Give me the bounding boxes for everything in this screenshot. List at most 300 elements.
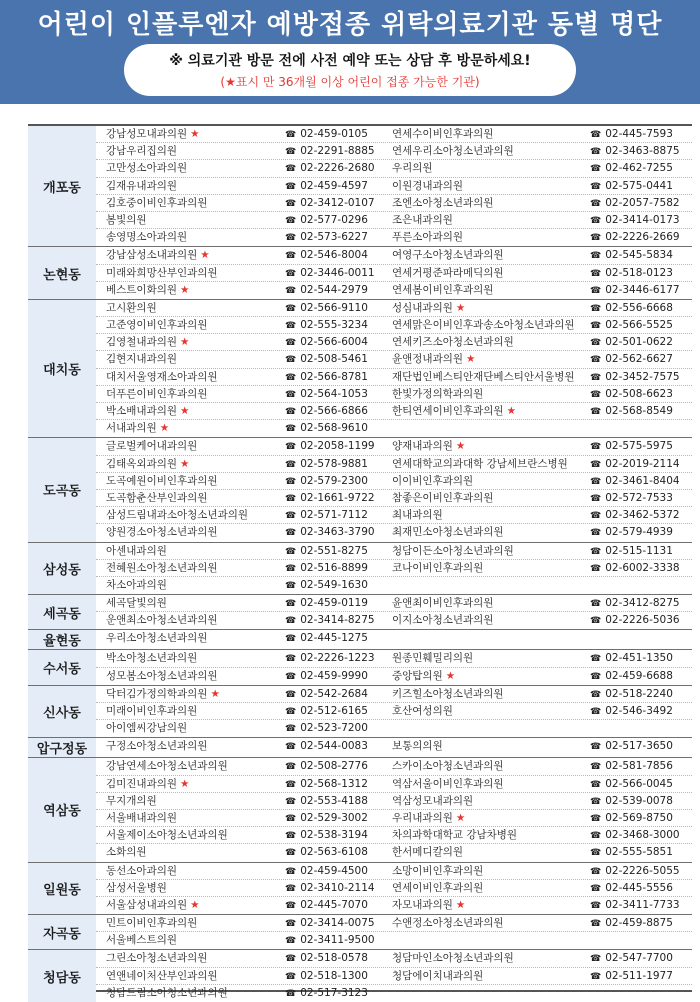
district-name: 신사동: [28, 686, 96, 738]
clinic-name-cell: [390, 650, 582, 666]
clinic-name: 도곡함춘산부인과의원: [106, 491, 208, 504]
phone-cell: [285, 403, 390, 419]
phone-icon: ☎: [285, 848, 297, 859]
clinic-name: 최내과의원: [392, 509, 443, 522]
phone-cell: [285, 650, 390, 666]
page-title: 어린이 인플루엔자 예방접종 위탁의료기관 동별 명단: [37, 10, 663, 40]
phone-cell: [582, 577, 692, 594]
phone-cell: [285, 612, 390, 629]
clinic-name-cell: [96, 880, 285, 896]
phone-number: 02-568-8549: [605, 405, 673, 417]
phone-number: 02-459-4500: [300, 864, 368, 877]
phone-icon: ☎: [285, 599, 297, 610]
clinic-name: 역삼서울이비인후과의원: [392, 777, 504, 790]
phone-number: 02-512-6165: [300, 705, 368, 717]
clinic-name: 민트이비인후과의원: [106, 917, 198, 930]
clinic-name: 조엔소아청소년과의원: [392, 196, 494, 209]
district-name: 자곡동: [28, 915, 96, 949]
phone-cell: [285, 668, 390, 685]
table-row: [96, 650, 692, 667]
phone-cell: [285, 827, 390, 843]
phone-icon: ☎: [285, 919, 297, 930]
phone-cell: [285, 897, 390, 914]
table-row: [96, 950, 692, 967]
phone-icon: ☎: [590, 779, 602, 790]
phone-cell: [582, 793, 692, 809]
star-icon: ★: [506, 405, 516, 417]
clinic-name: 고시환의원: [106, 301, 157, 314]
clinic-rows: [96, 738, 692, 757]
phone-number: 02-3462-5372: [605, 509, 680, 522]
clinic-name-cell: [390, 386, 582, 402]
phone-cell: [285, 844, 390, 861]
phone-number: 02-545-5834: [605, 249, 673, 262]
phone-cell: [582, 686, 692, 702]
clinic-name: 청담에이치내과의원: [392, 969, 484, 982]
clinic-name-cell: [96, 668, 285, 685]
clinic-name-cell: [96, 282, 285, 299]
table-row: [96, 827, 692, 844]
clinic-name: 보통의의원: [392, 740, 443, 753]
table-row: [96, 334, 692, 351]
star-icon: ★: [455, 440, 466, 453]
phone-number: 02-518-0123: [605, 266, 673, 279]
phone-cell: [582, 403, 692, 419]
clinic-name: 연세키즈소아청소년과의원: [392, 336, 514, 349]
clinic-name: 코나이비인후과의원: [392, 561, 484, 574]
table-row: [96, 793, 692, 810]
phone-icon: ☎: [285, 563, 297, 574]
phone-cell: [582, 880, 692, 896]
table-row: [96, 369, 692, 386]
phone-cell: [582, 720, 692, 737]
phone-icon: ☎: [285, 762, 297, 773]
clinic-name: 연세이비인후과의원: [392, 881, 484, 894]
clinic-name: 박소아청소년과의원: [106, 652, 198, 665]
table-row: [96, 178, 692, 195]
phone-icon: ☎: [285, 689, 297, 700]
table-row: [96, 985, 692, 1002]
clinic-name: 성심내과의원: [392, 301, 453, 314]
clinic-name-cell: [96, 300, 285, 316]
phone-number: 02-539-0078: [605, 794, 673, 807]
clinic-name-cell: [96, 915, 285, 931]
phone-cell: [285, 490, 390, 506]
clinic-name-cell: [96, 334, 285, 350]
table-row: [96, 265, 692, 282]
phone-number: 02-511-1977: [605, 969, 673, 982]
table-row: [96, 126, 692, 143]
clinic-name-cell: [390, 212, 582, 228]
phone-number: 02-501-0622: [605, 336, 673, 349]
phone-icon: ☎: [285, 671, 297, 682]
phone-number: 02-459-0105: [300, 128, 368, 140]
clinic-name-cell: [390, 195, 582, 211]
clinic-name: 우리의원: [392, 162, 433, 175]
phone-number: 02-2291-8885: [300, 145, 375, 158]
phone-number: 02-566-9110: [300, 301, 368, 314]
phone-number: 02-3410-2114: [300, 881, 375, 894]
phone-number: 02-459-6688: [605, 669, 673, 682]
phone-icon: ☎: [590, 493, 602, 504]
phone-cell: [582, 985, 692, 1002]
clinic-name-cell: [390, 229, 582, 246]
star-icon: ★: [180, 283, 190, 296]
phone-cell: [285, 915, 390, 931]
phone-icon: ☎: [285, 724, 297, 735]
phone-icon: ☎: [285, 164, 297, 175]
phone-icon: ☎: [285, 634, 297, 645]
phone-icon: ☎: [285, 268, 297, 279]
phone-cell: [285, 282, 390, 299]
district-group: [28, 950, 692, 1002]
table-row: [96, 880, 692, 897]
table-row: [96, 212, 692, 229]
clinic-name-cell: [390, 758, 582, 774]
phone-cell: [582, 300, 692, 316]
table-row: [96, 776, 692, 793]
star-icon: ★: [180, 457, 190, 470]
phone-cell: [582, 863, 692, 879]
clinic-name-cell: [390, 334, 582, 350]
phone-number: 02-578-9881: [300, 457, 368, 470]
clinic-rows: [96, 950, 692, 1002]
clinic-name-cell: [390, 577, 582, 594]
clinic-name-cell: [390, 369, 582, 385]
clinic-name-cell: [96, 758, 285, 774]
phone-cell: [582, 490, 692, 506]
phone-icon: ☎: [590, 616, 602, 627]
clinic-name-cell: [96, 126, 285, 142]
clinic-name-cell: [390, 351, 582, 367]
clinic-name-cell: [96, 473, 285, 489]
phone-cell: [285, 351, 390, 367]
table-row: [96, 968, 692, 985]
phone-cell: [285, 793, 390, 809]
phone-number: 02-508-2776: [300, 760, 368, 773]
notice-box: [124, 44, 576, 96]
phone-cell: [582, 195, 692, 211]
clinic-name-cell: [96, 720, 285, 737]
clinic-rows: [96, 758, 692, 861]
clinic-name: 강남연세소아청소년과의원: [106, 760, 228, 773]
phone-icon: ☎: [590, 147, 602, 158]
phone-icon: ☎: [285, 511, 297, 522]
clinic-name-cell: [96, 420, 285, 437]
notice-main-text: ※ 의료기관 방문 전에 사전 예약 또는 상담 후 방문하세요!: [169, 53, 531, 69]
phone-cell: [285, 369, 390, 385]
clinic-name-cell: [390, 932, 582, 949]
phone-number: 02-508-5461: [300, 353, 368, 366]
phone-cell: [582, 758, 692, 774]
clinic-name-cell: [96, 178, 285, 194]
phone-icon: ☎: [590, 459, 602, 470]
phone-number: 02-2226-1223: [300, 652, 375, 665]
phone-icon: ☎: [590, 215, 602, 226]
phone-cell: [285, 420, 390, 437]
clinic-name: 성모봄소아청소년과의원: [106, 669, 218, 682]
clinic-rows: [96, 650, 692, 684]
clinic-name: 한빛가정의학과의원: [392, 387, 484, 400]
phone-number: 02-538-3194: [300, 829, 368, 842]
phone-icon: ☎: [285, 954, 297, 965]
phone-icon: ☎: [590, 233, 602, 244]
phone-cell: [285, 334, 390, 350]
clinic-name-cell: [390, 317, 582, 333]
clinic-name-cell: [390, 265, 582, 281]
phone-number: 02-571-7112: [300, 509, 368, 522]
clinic-name-cell: [390, 282, 582, 299]
clinic-name: 삼성서울병원: [106, 881, 167, 894]
phone-cell: [285, 247, 390, 263]
table-row: [96, 758, 692, 775]
phone-cell: [582, 738, 692, 755]
table-row: [96, 300, 692, 317]
phone-icon: ☎: [285, 459, 297, 470]
phone-number: 02-517-3123: [300, 986, 368, 999]
table-row: [96, 720, 692, 737]
clinic-name-cell: [96, 810, 285, 826]
clinic-name: 재단법인베스티안재단베스티안서울병원: [392, 370, 575, 383]
phone-cell: [582, 265, 692, 281]
phone-number: 02-546-3492: [605, 705, 673, 717]
clinic-name: 미래와희망산부인과의원: [106, 266, 218, 279]
table-row: [96, 386, 692, 403]
clinic-name-cell: [96, 456, 285, 472]
phone-number: 02-581-7856: [605, 760, 673, 773]
clinic-name-cell: [390, 143, 582, 159]
clinic-name: 김호중이비인후과의원: [106, 196, 208, 209]
phone-cell: [285, 126, 390, 142]
phone-icon: ☎: [285, 476, 297, 487]
clinic-name-cell: [96, 351, 285, 367]
phone-number: 02-566-0045: [605, 777, 673, 790]
clinic-name-cell: [96, 507, 285, 523]
clinic-name: 서울배내과의원: [106, 811, 178, 824]
star-icon: ★: [445, 669, 456, 682]
district-group: [28, 758, 692, 862]
district-name: 율현동: [28, 630, 96, 649]
clinic-name-cell: [96, 212, 285, 228]
table-row: [96, 915, 692, 932]
phone-icon: ☎: [285, 580, 297, 591]
phone-number: 02-566-6866: [300, 405, 368, 417]
phone-cell: [582, 776, 692, 792]
district-name: 세곡동: [28, 595, 96, 629]
clinic-name-cell: [390, 738, 582, 755]
phone-number: 02-569-8750: [605, 811, 673, 824]
phone-icon: ☎: [285, 130, 297, 140]
phone-icon: ☎: [590, 742, 602, 753]
phone-icon: ☎: [590, 707, 602, 717]
phone-cell: [582, 126, 692, 142]
phone-cell: [285, 543, 390, 559]
clinic-name: 서울제이소아청소년과의원: [106, 829, 228, 842]
district-group: [28, 650, 692, 685]
phone-cell: [582, 810, 692, 826]
table-row: [96, 351, 692, 368]
clinic-name: 김재유내과의원: [106, 179, 178, 192]
clinic-name-cell: [390, 720, 582, 737]
phone-cell: [582, 968, 692, 984]
phone-icon: ☎: [590, 762, 602, 773]
phone-icon: ☎: [285, 233, 297, 244]
clinic-name: 강남우리집의원: [106, 145, 178, 158]
clinic-name: 전혜원소아청소년과의원: [106, 561, 218, 574]
phone-number: 02-459-0119: [300, 597, 368, 610]
district-group: [28, 630, 692, 650]
phone-icon: ☎: [590, 954, 602, 965]
phone-cell: [285, 386, 390, 402]
phone-number: 02-3412-8275: [605, 597, 680, 610]
district-name: 청담동: [28, 950, 96, 1002]
clinic-name-cell: [96, 403, 285, 419]
phone-number: 02-459-4597: [300, 179, 368, 192]
clinic-name-cell: [96, 560, 285, 576]
phone-number: 02-2019-2114: [605, 457, 680, 470]
phone-icon: ☎: [285, 971, 297, 982]
clinic-name-cell: [96, 143, 285, 159]
phone-number: 02-564-1053: [300, 387, 368, 400]
clinic-name: 김미진내과의원: [106, 777, 178, 790]
phone-icon: ☎: [590, 355, 602, 366]
phone-number: 02-3414-0075: [300, 917, 375, 930]
phone-icon: ☎: [285, 779, 297, 790]
phone-icon: ☎: [285, 251, 297, 262]
phone-number: 02-568-1312: [300, 777, 368, 790]
table-row: [96, 160, 692, 177]
clinic-name: 글로벌케어내과의원: [106, 440, 198, 453]
clinic-name-cell: [390, 630, 582, 647]
district-group: [28, 863, 692, 916]
phone-icon: ☎: [285, 321, 297, 332]
phone-cell: [285, 317, 390, 333]
phone-number: 02-547-7700: [605, 952, 673, 965]
clinic-name-cell: [96, 932, 285, 949]
phone-icon: ☎: [285, 883, 297, 894]
clinic-name: 도곡예원이비인후과의원: [106, 474, 218, 487]
phone-icon: ☎: [285, 900, 297, 911]
district-name: 압구정동: [28, 738, 96, 757]
phone-cell: [285, 160, 390, 176]
clinic-name: 소망이비인후과의원: [392, 864, 484, 877]
table-row: [96, 143, 692, 160]
clinic-name: 양원경소아청소년과의원: [106, 526, 218, 539]
phone-number: 02-2226-2680: [300, 162, 375, 175]
phone-icon: ☎: [285, 936, 297, 947]
phone-icon: ☎: [285, 407, 297, 417]
clinic-name: 청담이든소아청소년과의원: [392, 544, 514, 557]
table-row: [96, 844, 692, 861]
star-icon: ★: [466, 353, 476, 366]
phone-cell: [285, 880, 390, 896]
phone-number: 02-518-1300: [300, 969, 368, 982]
table-row: [96, 507, 692, 524]
star-icon: ★: [159, 422, 170, 435]
clinic-name: 고만성소아과의원: [106, 162, 188, 175]
phone-icon: ☎: [590, 971, 602, 982]
clinic-name: 김영철내과의원: [106, 336, 178, 349]
clinic-name-cell: [96, 968, 285, 984]
phone-cell: [582, 438, 692, 454]
phone-cell: [582, 160, 692, 176]
phone-cell: [582, 932, 692, 949]
clinic-table: [28, 124, 692, 999]
phone-cell: [285, 758, 390, 774]
phone-icon: ☎: [590, 831, 602, 842]
clinic-name: 동선소아과의원: [106, 864, 178, 877]
table-row: [96, 247, 692, 264]
phone-icon: ☎: [285, 546, 297, 557]
district-name: 일원동: [28, 863, 96, 915]
clinic-name: 연앤네이처산부인과의원: [106, 969, 218, 982]
phone-icon: ☎: [285, 654, 297, 665]
table-row: [96, 282, 692, 299]
phone-icon: ☎: [590, 796, 602, 807]
phone-cell: [285, 560, 390, 576]
phone-icon: ☎: [285, 389, 297, 400]
phone-icon: ☎: [590, 389, 602, 400]
clinic-name-cell: [390, 420, 582, 437]
phone-icon: ☎: [590, 181, 602, 192]
phone-number: 02-445-7070: [300, 898, 368, 911]
phone-cell: [285, 738, 390, 755]
phone-number: 02-2226-5036: [605, 614, 680, 627]
clinic-rows: [96, 543, 692, 595]
phone-icon: ☎: [285, 493, 297, 504]
phone-number: 02-6002-3338: [605, 561, 680, 574]
phone-cell: [582, 630, 692, 647]
phone-number: 02-553-4188: [300, 794, 368, 807]
clinic-name-cell: [390, 776, 582, 792]
phone-icon: ☎: [590, 511, 602, 522]
phone-icon: ☎: [590, 372, 602, 383]
clinic-name-cell: [390, 703, 582, 719]
phone-icon: ☎: [590, 546, 602, 557]
phone-icon: ☎: [285, 424, 297, 435]
clinic-rows: [96, 595, 692, 629]
phone-number: 02-3411-7733: [605, 898, 680, 911]
phone-cell: [582, 317, 692, 333]
table-row: [96, 195, 692, 212]
phone-number: 02-3461-8404: [605, 474, 680, 487]
phone-cell: [285, 686, 390, 702]
table-row: [96, 524, 692, 541]
header-banner: [0, 0, 700, 104]
phone-number: 02-3412-0107: [300, 196, 375, 209]
phone-cell: [582, 456, 692, 472]
clinic-name-cell: [390, 473, 582, 489]
phone-number: 02-2226-2669: [605, 231, 680, 244]
phone-icon: ☎: [590, 198, 602, 209]
clinic-name-cell: [390, 438, 582, 454]
clinic-name-cell: [96, 386, 285, 402]
phone-number: 02-572-7533: [605, 491, 673, 504]
clinic-name: 역삼성모내과의원: [392, 794, 474, 807]
phone-cell: [285, 195, 390, 211]
phone-icon: ☎: [285, 303, 297, 314]
district-group: [28, 300, 692, 439]
phone-icon: ☎: [285, 742, 297, 753]
phone-number: 02-566-8781: [300, 370, 368, 383]
table-row: [96, 686, 692, 703]
phone-icon: ☎: [285, 285, 297, 296]
table-row: [96, 420, 692, 437]
clinic-name: 연세수이비인후과의원: [392, 128, 494, 140]
clinic-name-cell: [96, 160, 285, 176]
phone-number: 02-577-0296: [300, 213, 368, 226]
star-icon: ★: [455, 811, 466, 824]
